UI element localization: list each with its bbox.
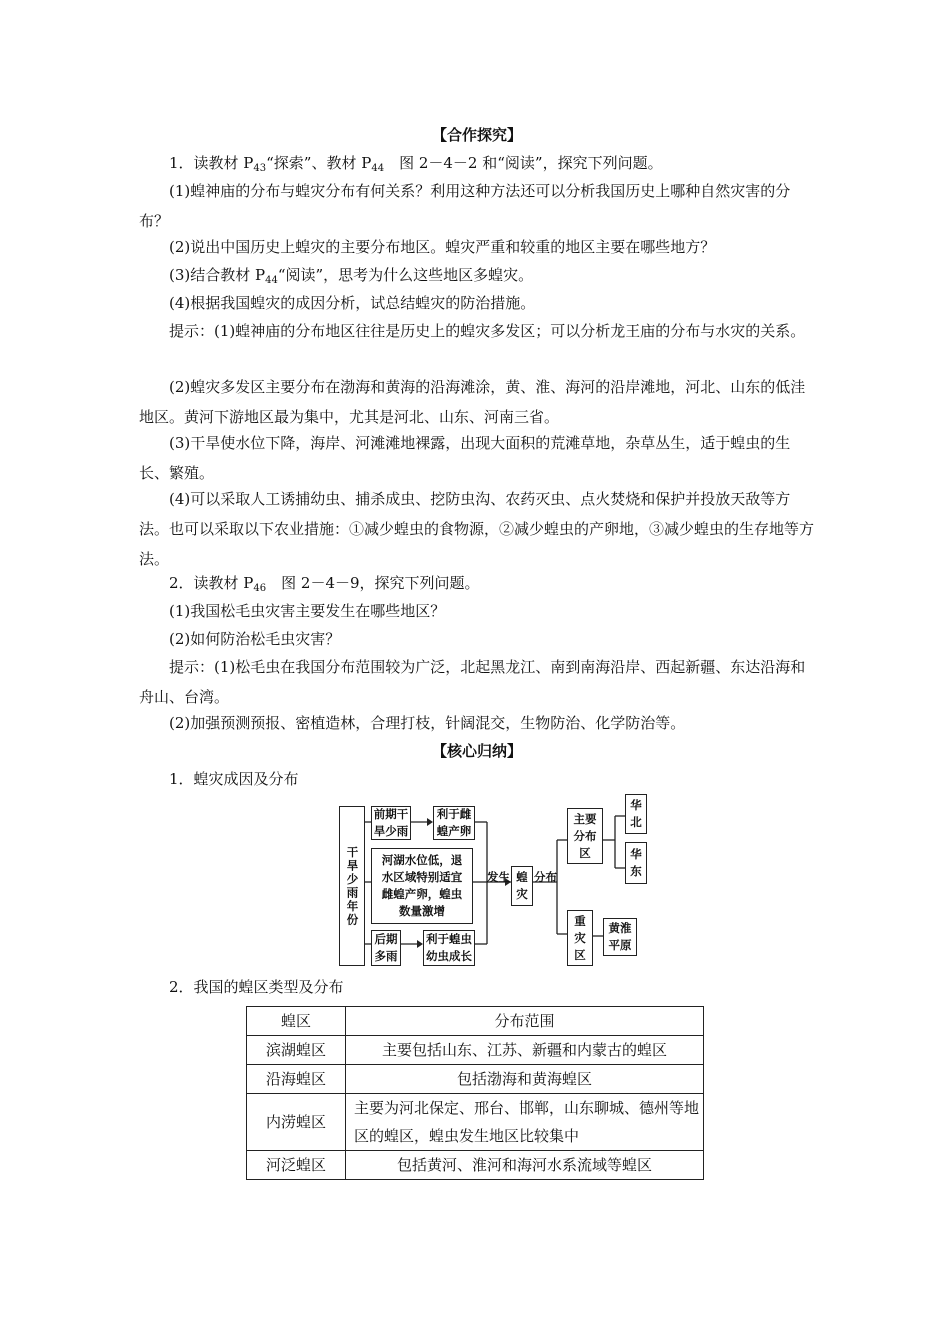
table-cell-range: 主要为河北保定、邢台、邯郸，山东聊城、德州等地区的蝗区，蝗虫发生地区比较集中 — [346, 1094, 704, 1151]
water-level-line-4: 数量激增 — [399, 904, 445, 918]
early-drought-line-2: 旱少雨 — [373, 824, 409, 838]
heavy-area-line-3: 区 — [574, 947, 586, 962]
table-header-region: 蝗区 — [247, 1007, 346, 1036]
table-row — [247, 1094, 704, 1151]
question-1-item-4: (4)根据我国蝗灾的成因分析，试总结蝗灾的防治措施。 — [169, 294, 536, 312]
section-heading-core-summary: 【核心归纳】 — [431, 742, 522, 760]
main-area-line-1: 主要 — [573, 811, 597, 826]
water-level-line-2: 水区域特别适宜 — [381, 870, 463, 884]
question-2-item-1: (1)我国松毛虫灾害主要发生在哪些地区？ — [169, 602, 446, 620]
table-cell-range: 主要包括山东、江苏、新疆和内蒙古的蝗区 — [346, 1036, 704, 1065]
locust-line-2: 灾 — [516, 887, 528, 901]
question-1-mid: “探索”、教材 P — [266, 154, 372, 172]
page-ref-43: 43 — [253, 163, 267, 174]
dry-year-label: 干旱少雨年份 — [345, 845, 360, 927]
egg-laying-line-2: 蝗产卵 — [436, 824, 472, 838]
summary-item-2: 2．我国的蝗区类型及分布 — [169, 978, 344, 996]
early-drought-line-1: 前期干 — [373, 807, 409, 821]
north-china-box — [625, 794, 647, 834]
plain-line-2: 平原 — [608, 938, 632, 952]
page-ref-44: 44 — [371, 163, 385, 174]
water-level-line-1: 河湖水位低，退 — [381, 853, 463, 867]
late-rain-box — [371, 930, 401, 966]
answer-1-4: (4)可以采取人工诱捕幼虫、捕杀成虫、挖防虫沟、农药灭虫、点火焚烧和保护并投放天敌等方法。也可以采取以下农业措施：①减少蝗虫的食物源，②减少蝗虫的产卵地，③减少蝗虫的生存地等方法。 — [139, 490, 815, 568]
egg-laying-line-1: 利于雌 — [436, 807, 472, 821]
late-rain-line-1: 后期 — [374, 932, 398, 946]
table-row — [247, 1065, 704, 1094]
table-row — [247, 1036, 704, 1065]
occur-label: 发生 — [487, 870, 510, 884]
table-cell-region: 沿海蝗区 — [247, 1065, 346, 1094]
larva-line-1: 利于蝗虫 — [426, 932, 472, 946]
main-area-line-2: 分布 — [573, 828, 597, 843]
water-level-box — [371, 848, 473, 924]
table-row — [247, 1151, 704, 1180]
question-1-item-1: (1)蝗神庙的分布与蝗灾分布有何关系？利用这种方法还可以分析我国历史上哪种自然灾害的分布？ — [139, 182, 791, 230]
answer-1-3: (3)干旱使水位下降，海岸、河滩滩地裸露，出现大面积的荒滩草地，杂草丛生，适于蝗虫的生长、繁殖。 — [139, 434, 791, 482]
distribute-label: 分布 — [534, 870, 557, 884]
plain-line-1: 黄淮 — [608, 921, 632, 935]
section-heading-cooperative-inquiry: 【合作探究】 — [431, 126, 522, 144]
question-2-prefix: 2．读教材 P — [169, 574, 254, 592]
table-cell-region: 滨湖蝗区 — [247, 1036, 346, 1065]
question-2-rest: 图 2－4－9，探究下列问题。 — [266, 574, 480, 592]
locust-disaster-box — [511, 866, 533, 906]
question-1-item-3-prefix: (3)结合教材 P — [169, 266, 266, 284]
answer-1-1: 提示：(1)蝗神庙的分布地区往往是历史上的蝗灾多发区；可以分析龙王庙的分布与水灾的关系。 — [169, 322, 806, 340]
east-line-1: 华 — [630, 847, 642, 861]
answer-2-2: (2)加强预测预报、密植造林，合理打枝，针阔混交，生物防治、化学防治等。 — [169, 714, 686, 732]
question-2-item-2: (2)如何防治松毛虫灾害？ — [169, 630, 341, 648]
summary-item-1: 1．蝗灾成因及分布 — [169, 770, 299, 788]
heavy-area-line-2: 灾 — [574, 930, 586, 945]
main-area-line-3: 区 — [579, 845, 591, 860]
question-1-rest: 图 2－4－2 和“阅读”，探究下列问题。 — [384, 154, 663, 172]
east-china-box — [625, 842, 647, 884]
question-1-prefix: 1．读教材 P — [169, 154, 254, 172]
table-header-range: 分布范围 — [346, 1007, 704, 1036]
locust-line-1: 蝗 — [516, 870, 528, 884]
question-1-item-3-rest: “阅读”，思考为什么这些地区多蝗灾。 — [277, 266, 534, 284]
table-cell-region: 河泛蝗区 — [247, 1151, 346, 1180]
early-drought-box — [371, 806, 411, 840]
larva-growth-box — [423, 930, 475, 966]
answer-1-2: (2)蝗灾多发区主要分布在渤海和黄海的沿海滩涂，黄、淮、海河的沿岸滩地，河北、山东的低洼地区。黄河下游地区最为集中，尤其是河北、山东、河南三省。 — [139, 378, 806, 426]
question-1-item-2: (2)说出中国历史上蝗灾的主要分布地区。蝗灾严重和较重的地区主要在哪些地方？ — [169, 238, 716, 256]
dry-year-box — [339, 806, 365, 966]
larva-line-2: 幼虫成长 — [426, 949, 472, 963]
heavy-area-line-1: 重 — [574, 913, 586, 928]
page-ref-44b: 44 — [265, 275, 278, 286]
east-line-2: 东 — [630, 864, 642, 878]
answer-2-1: 提示：(1)松毛虫在我国分布范围较为广泛，北起黑龙江、南到南海沿岸、西起新疆、东达沿海和舟山、台湾。 — [139, 658, 806, 706]
late-rain-line-2: 多雨 — [374, 949, 398, 963]
north-line-2: 北 — [630, 815, 642, 829]
egg-laying-box — [433, 806, 475, 840]
table-cell-region: 内涝蝗区 — [247, 1094, 346, 1151]
table-cell-range: 包括渤海和黄海蝗区 — [346, 1065, 704, 1094]
north-line-1: 华 — [630, 798, 642, 812]
table-header-row — [247, 1007, 704, 1036]
heavy-area-box — [567, 910, 593, 966]
main-area-box — [567, 808, 603, 864]
plain-box — [603, 918, 637, 956]
page-ref-46: 46 — [253, 583, 267, 594]
table-cell-range: 包括黄河、淮河和海河水系流域等蝗区 — [346, 1151, 704, 1180]
locust-region-table — [246, 1006, 704, 1180]
locust-cause-diagram — [339, 798, 649, 970]
water-level-line-3: 雌蝗产卵，蝗虫 — [381, 887, 463, 901]
